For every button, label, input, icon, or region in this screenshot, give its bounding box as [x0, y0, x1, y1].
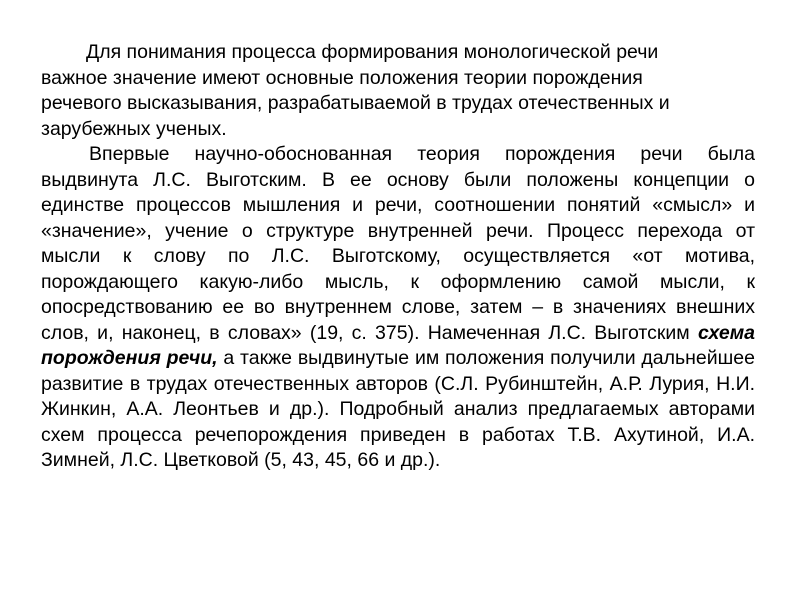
paragraph-vygotsky-text-end: а также выдвинутые им положения получили дальнейшее развитие в трудах отечественных авторов (С.Л. Рубинштейн, А.Р. Лурия, Н.И. Жинкин, А.А. Леонтьев и др.). Подробный анализ предлагаемых авторами схем процесса речепорождения приведен в работах Т.В. Ахутиной, И.А. Зимней, Л.С. Цветковой (5, 43, 45, 66 и др.). [41, 347, 755, 471]
paragraph-vygotsky [41, 142, 755, 474]
paragraph-vygotsky-text-start: Впервые научно-обоснованная теория порождения речи была выдвинута Л.С. Выготским. В ее основу были положены концепции о единстве процессов мышления и речи, соотношении понятий «смысл» и «значение», учение о структуре внутренней речи. Процесс перехода от мысли к слову по Л.С. Выготскому, осуществляется «от мотива, порождающего какую-либо мысль, к оформлению самой мысли, к опосредствованию ее во внутреннем слове, затем – в значениях внешних слов, и, наконец, в словах» (19, с. 375). Намеченная Л.С. Выготским [41, 143, 755, 344]
text-body [41, 40, 755, 474]
emphasized-term: схема порождения речи, [41, 321, 755, 369]
paragraph-intro: Для понимания процесса формирования монологической речи важное значение имеют основные положения теории порождения речевого высказывания, разрабатываемой в трудах отечественных и зарубежных ученых. [41, 41, 670, 140]
